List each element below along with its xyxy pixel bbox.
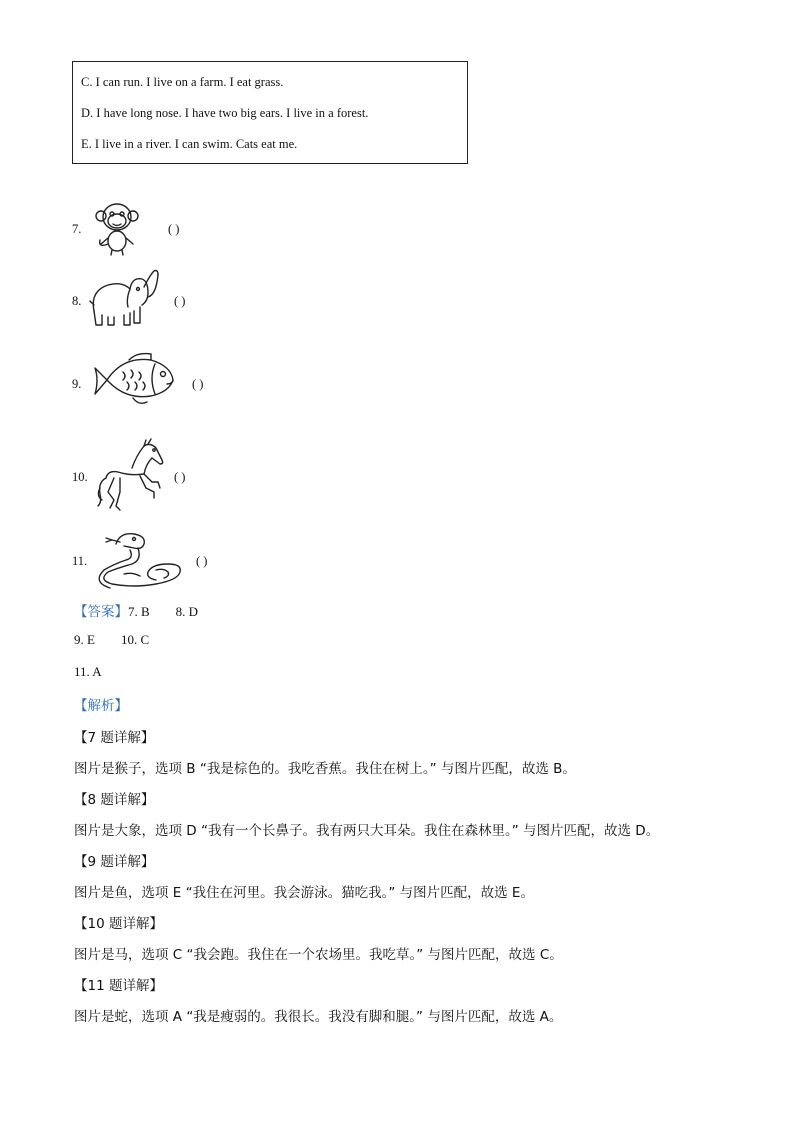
elephant-icon bbox=[88, 267, 164, 331]
option-e: E. I live in a river. I can swim. Cats eat me. bbox=[81, 137, 298, 151]
detail-heading-11: 【11 题详解】 bbox=[74, 978, 163, 994]
option-d: D. I have long nose. I have two big ears. I live in a forest. bbox=[81, 106, 369, 120]
question-number-8: 8. bbox=[72, 294, 82, 308]
detail-text-9: 图片是鱼，选项 E “我住在河里。我会游泳。猫吃我。” 与图片匹配，故选 E。 bbox=[74, 885, 534, 901]
question-number-7: 7. bbox=[72, 222, 82, 236]
answer-blank-11[interactable]: ( ) bbox=[196, 554, 208, 568]
detail-text-8: 图片是大象，选项 D “我有一个长鼻子。我有两只大耳朵。我住在森林里。” 与图片匹配，故选 D。 bbox=[74, 823, 660, 839]
answer-line-1: 【答案】7. B 8. D bbox=[74, 604, 199, 620]
options-box bbox=[72, 61, 468, 164]
answer-line-3: 11. A bbox=[74, 664, 102, 679]
detail-text-7: 图片是猴子，选项 B “我是棕色的。我吃香蕉。我住在树上。” 与图片匹配，故选 B。 bbox=[74, 761, 576, 777]
answer-label: 【答案】 bbox=[74, 604, 128, 620]
horse-icon bbox=[94, 438, 166, 520]
answer-blank-9[interactable]: ( ) bbox=[192, 377, 204, 391]
answer-line-2: 9. E 10. C bbox=[74, 632, 150, 647]
detail-text-11: 图片是蛇，选项 A “我是瘦弱的。我很长。我没有脚和腿。” 与图片匹配，故选 A。 bbox=[74, 1009, 563, 1025]
detail-text-10: 图片是马，选项 C “我会跑。我住在一个农场里。我吃草。” 与图片匹配，故选 C。 bbox=[74, 947, 563, 963]
question-number-11: 11. bbox=[72, 554, 88, 568]
question-number-9: 9. bbox=[72, 377, 82, 391]
detail-heading-10: 【10 题详解】 bbox=[74, 916, 163, 932]
detail-heading-9: 【9 题详解】 bbox=[74, 854, 155, 870]
detail-heading-8: 【8 题详解】 bbox=[74, 792, 155, 808]
answer-blank-8[interactable]: ( ) bbox=[174, 294, 186, 308]
answer-blank-7[interactable]: ( ) bbox=[168, 222, 180, 236]
analysis-label: 【解析】 bbox=[74, 698, 128, 714]
snake-icon bbox=[94, 530, 186, 588]
option-c: C. I can run. I live on a farm. I eat grass. bbox=[81, 75, 284, 89]
fish-icon bbox=[93, 350, 177, 410]
detail-heading-7: 【7 题详解】 bbox=[74, 730, 155, 746]
monkey-icon bbox=[92, 200, 142, 258]
question-number-10: 10. bbox=[72, 470, 88, 484]
answer-blank-10[interactable]: ( ) bbox=[174, 470, 186, 484]
